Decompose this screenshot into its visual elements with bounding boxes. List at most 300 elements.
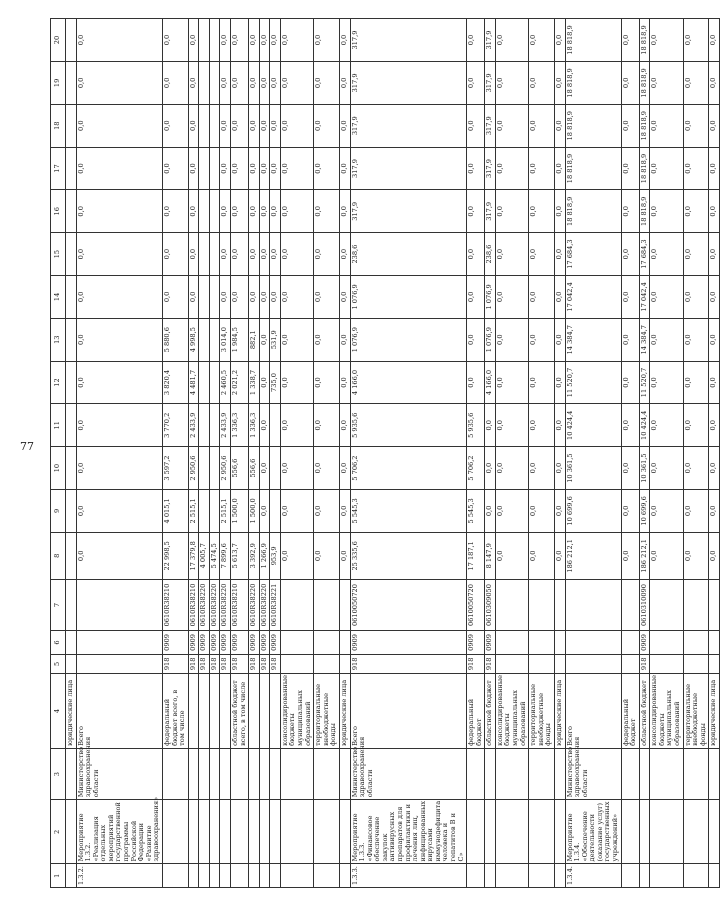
table-cell: [66, 147, 77, 190]
table-cell: 0,0: [259, 233, 270, 276]
table-cell: 0,0: [339, 190, 350, 233]
table-cell: 0,0: [230, 62, 248, 105]
table-cell: [639, 748, 650, 799]
table-cell: 0,0: [529, 447, 555, 490]
table-cell: 3 770,2: [162, 404, 188, 447]
table-cell: 0,0: [188, 19, 199, 62]
table-cell: 0,0: [76, 361, 162, 404]
table-cell: 918: [467, 654, 485, 673]
table-cell: 0,0: [259, 276, 270, 319]
table-cell: 0,0: [76, 489, 162, 532]
table-cell: [529, 631, 555, 655]
table-cell: 2 021,2: [230, 361, 248, 404]
table-row: [650, 19, 683, 888]
table-cell: 918: [199, 654, 210, 673]
table-row: [314, 19, 340, 888]
table-cell: [314, 748, 340, 799]
table-cell: 0610R38220: [259, 579, 270, 630]
table-cell: 0,0: [683, 276, 709, 319]
table-cell: [66, 62, 77, 105]
table-cell: федеральный бюджет: [467, 674, 485, 749]
column-header: 17: [51, 147, 66, 190]
table-cell: консолидированные бюджеты муниципальных образований: [280, 674, 313, 749]
column-header: 9: [51, 489, 66, 532]
table-cell: 0,0: [621, 147, 639, 190]
table-cell: 0,0: [683, 233, 709, 276]
table-cell: 0,0: [339, 532, 350, 579]
table-cell: [467, 800, 485, 864]
table-cell: 0,0: [485, 404, 496, 447]
table-cell: 0,0: [220, 19, 231, 62]
table-row: [683, 19, 709, 888]
table-cell: 0,0: [529, 190, 555, 233]
table-cell: 238,6: [350, 233, 467, 276]
table-cell: 0,0: [650, 190, 683, 233]
table-cell: 0,0: [650, 233, 683, 276]
table-cell: 0,0: [188, 62, 199, 105]
table-cell: [280, 631, 313, 655]
table-cell: 0,0: [554, 447, 565, 490]
table-cell: [683, 864, 709, 888]
column-header: 4: [51, 674, 66, 749]
table-cell: 0,0: [554, 104, 565, 147]
table-cell: 0,0: [709, 62, 720, 105]
table-cell: 317,9: [350, 19, 467, 62]
table-cell: 0,0: [280, 489, 313, 532]
table-cell: [339, 631, 350, 655]
table-cell: [249, 674, 260, 749]
table-cell: 0,0: [259, 190, 270, 233]
table-cell: 556,6: [230, 447, 248, 490]
table-cell: 0,0: [467, 62, 485, 105]
table-cell: 918: [485, 654, 496, 673]
column-header: 5: [51, 654, 66, 673]
table-cell: 0,0: [162, 147, 188, 190]
table-cell: 0,0: [554, 276, 565, 319]
table-cell: 0,0: [495, 489, 528, 532]
table-cell: 11 520,7: [565, 361, 621, 404]
table-cell: 0,0: [280, 233, 313, 276]
table-cell: 2 950,6: [220, 447, 231, 490]
column-header: 11: [51, 404, 66, 447]
table-cell: 0,0: [339, 19, 350, 62]
table-cell: 0,0: [621, 19, 639, 62]
table-cell: [209, 62, 220, 105]
table-cell: 14 384,7: [639, 318, 650, 361]
table-row: [199, 19, 210, 888]
table-cell: 0,0: [683, 62, 709, 105]
table-cell: [259, 864, 270, 888]
table-cell: [188, 800, 199, 864]
table-row: [220, 19, 231, 888]
table-cell: [565, 631, 621, 655]
table-cell: 0,0: [270, 276, 281, 319]
table-cell: [162, 864, 188, 888]
table-cell: 0,0: [554, 19, 565, 62]
table-cell: [209, 864, 220, 888]
table-cell: 0,0: [280, 19, 313, 62]
table-cell: 0610310090: [639, 579, 650, 630]
table-cell: 0,0: [220, 62, 231, 105]
table-cell: 0,0: [554, 147, 565, 190]
table-cell: 0,0: [529, 489, 555, 532]
table-cell: [199, 190, 210, 233]
table-cell: [220, 864, 231, 888]
table-row: [495, 19, 528, 888]
table-cell: [621, 800, 639, 864]
table-cell: 186 212,1: [639, 532, 650, 579]
table-cell: 5 935,6: [350, 404, 467, 447]
table-cell: 0,0: [280, 361, 313, 404]
table-row: [621, 19, 639, 888]
table-cell: 0,0: [467, 19, 485, 62]
table-cell: [529, 800, 555, 864]
table-cell: 14 384,7: [565, 318, 621, 361]
table-cell: 0,0: [314, 104, 340, 147]
table-cell: 0,0: [188, 147, 199, 190]
table-cell: [209, 104, 220, 147]
table-cell: [339, 800, 350, 864]
column-header: 10: [51, 447, 66, 490]
table-cell: [209, 276, 220, 319]
table-cell: 0,0: [467, 190, 485, 233]
table-cell: Министерство здравоохранения области: [350, 748, 467, 799]
table-cell: [199, 674, 210, 749]
table-cell: 0,0: [259, 62, 270, 105]
column-header: 8: [51, 532, 66, 579]
table-cell: [66, 489, 77, 532]
table-cell: 0909: [162, 631, 188, 655]
table-row: [188, 19, 199, 888]
table-cell: 0,0: [76, 318, 162, 361]
table-cell: [209, 748, 220, 799]
table-cell: [709, 800, 720, 864]
table-cell: [66, 104, 77, 147]
table-cell: [66, 579, 77, 630]
table-cell: 0,0: [259, 447, 270, 490]
table-cell: [209, 674, 220, 749]
table-cell: 2 433,9: [188, 404, 199, 447]
table-cell: 0,0: [230, 233, 248, 276]
table-cell: [249, 748, 260, 799]
table-cell: 3 597,2: [162, 447, 188, 490]
table-cell: Всего: [350, 674, 467, 749]
table-cell: 918: [270, 654, 281, 673]
table-cell: 0,0: [529, 19, 555, 62]
table-cell: 918: [209, 654, 220, 673]
table-cell: 0610050720: [350, 579, 467, 630]
table-cell: 0,0: [220, 276, 231, 319]
table-cell: 0,0: [621, 104, 639, 147]
column-header: 18: [51, 104, 66, 147]
table-cell: 0,0: [683, 190, 709, 233]
table-cell: 0,0: [339, 489, 350, 532]
table-cell: 4 015,1: [162, 489, 188, 532]
table-cell: [495, 748, 528, 799]
table-cell: [554, 800, 565, 864]
table-cell: 0,0: [259, 404, 270, 447]
table-cell: 0,0: [339, 404, 350, 447]
table-cell: 0,0: [495, 447, 528, 490]
table-cell: 1.3.4.: [565, 864, 621, 888]
table-cell: [683, 631, 709, 655]
table-cell: 0,0: [709, 19, 720, 62]
table-cell: 0,0: [621, 532, 639, 579]
table-cell: [66, 748, 77, 799]
table-cell: [76, 579, 162, 630]
table-cell: [249, 864, 260, 888]
table-cell: 0,0: [621, 62, 639, 105]
table-cell: Мероприятие 1.3.4. «Обеспечение деятельности (оказание услуг) государственных учреждений»: [565, 800, 621, 864]
table-cell: 0,0: [230, 19, 248, 62]
table-cell: юридические лица: [339, 674, 350, 749]
table-cell: [199, 104, 210, 147]
table-cell: 0,0: [467, 318, 485, 361]
table-cell: [66, 631, 77, 655]
table-cell: 2 515,1: [220, 489, 231, 532]
table-cell: 1 500,0: [230, 489, 248, 532]
table-cell: 22 998,5: [162, 532, 188, 579]
table-cell: 0610R38221: [270, 579, 281, 630]
table-cell: [529, 864, 555, 888]
table-cell: 10 424,4: [639, 404, 650, 447]
table-cell: [554, 748, 565, 799]
table-cell: 0610R38220: [209, 579, 220, 630]
table-cell: [270, 404, 281, 447]
table-cell: [529, 579, 555, 630]
table-cell: [270, 800, 281, 864]
table-cell: 317,9: [485, 147, 496, 190]
table-cell: 0,0: [485, 489, 496, 532]
table-cell: 0,0: [683, 318, 709, 361]
table-body: [66, 19, 720, 888]
table-cell: 0,0: [249, 276, 260, 319]
table-cell: 0,0: [162, 62, 188, 105]
table-cell: [270, 864, 281, 888]
table-cell: [650, 654, 683, 673]
table-cell: 953,9: [270, 532, 281, 579]
column-header: 1: [51, 864, 66, 888]
table-cell: федеральный бюджет всего, в том числе: [162, 674, 188, 749]
table-cell: 0,0: [339, 233, 350, 276]
table-cell: 0,0: [709, 233, 720, 276]
table-cell: 5 880,6: [162, 318, 188, 361]
table-cell: [199, 233, 210, 276]
table-cell: [199, 147, 210, 190]
table-row: [280, 19, 313, 888]
table-cell: [565, 654, 621, 673]
table-cell: 4 998,5: [188, 318, 199, 361]
column-header: 12: [51, 361, 66, 404]
table-cell: [199, 19, 210, 62]
table-cell: 2 515,1: [188, 489, 199, 532]
table-cell: [639, 800, 650, 864]
table-cell: 0610R38210: [162, 579, 188, 630]
table-cell: [621, 864, 639, 888]
table-cell: консолидированные бюджеты муниципальных образований: [495, 674, 528, 749]
table-cell: 0,0: [314, 318, 340, 361]
table-cell: 1 076,9: [485, 318, 496, 361]
table-cell: [270, 748, 281, 799]
table-row: [554, 19, 565, 888]
table-cell: [280, 579, 313, 630]
table-cell: 0,0: [495, 147, 528, 190]
table-cell: [199, 361, 210, 404]
table-cell: 0,0: [650, 489, 683, 532]
table-cell: [314, 631, 340, 655]
table-cell: [199, 318, 210, 361]
table-cell: 0,0: [650, 361, 683, 404]
table-cell: 0,0: [339, 104, 350, 147]
table-cell: [683, 579, 709, 630]
table-cell: [209, 800, 220, 864]
table-cell: [66, 654, 77, 673]
table-cell: [683, 748, 709, 799]
table-cell: 918: [188, 654, 199, 673]
table-cell: 0,0: [683, 19, 709, 62]
table-cell: 0,0: [314, 19, 340, 62]
table-cell: Министерство здравоохранения области: [565, 748, 621, 799]
table-cell: [485, 748, 496, 799]
table-cell: [314, 579, 340, 630]
table-cell: [76, 654, 162, 673]
table-cell: 0,0: [280, 404, 313, 447]
table-cell: 0,0: [339, 62, 350, 105]
table-cell: [683, 654, 709, 673]
table-cell: 0,0: [249, 62, 260, 105]
table-row: [249, 19, 260, 888]
table-cell: [199, 276, 210, 319]
table-cell: 0,0: [280, 62, 313, 105]
table-cell: 0,0: [554, 532, 565, 579]
table-cell: [709, 748, 720, 799]
table-cell: 10 361,5: [639, 447, 650, 490]
table-cell: 18 818,9: [565, 62, 621, 105]
table-cell: Всего: [76, 674, 162, 749]
table-cell: [314, 800, 340, 864]
table-cell: [199, 404, 210, 447]
table-cell: 0,0: [270, 104, 281, 147]
table-cell: 0,0: [529, 147, 555, 190]
table-cell: [495, 654, 528, 673]
table-cell: [467, 864, 485, 888]
table-cell: 0,0: [621, 489, 639, 532]
table-cell: [220, 748, 231, 799]
table-row: [162, 19, 188, 888]
table-cell: 0,0: [467, 233, 485, 276]
table-cell: [621, 748, 639, 799]
table-cell: 0,0: [495, 62, 528, 105]
table-cell: 0,0: [683, 147, 709, 190]
table-cell: 18 818,9: [565, 104, 621, 147]
table-cell: [66, 361, 77, 404]
table-cell: 0,0: [280, 318, 313, 361]
table-cell: 0,0: [339, 361, 350, 404]
table-cell: 918: [230, 654, 248, 673]
column-header: 16: [51, 190, 66, 233]
table-cell: 0,0: [314, 532, 340, 579]
table-cell: 0,0: [280, 532, 313, 579]
table-cell: 0,0: [495, 361, 528, 404]
table-cell: 0,0: [259, 19, 270, 62]
column-header: 19: [51, 62, 66, 105]
table-cell: [709, 579, 720, 630]
table-cell: 0,0: [339, 318, 350, 361]
table-cell: 0,0: [683, 447, 709, 490]
table-cell: 0,0: [220, 233, 231, 276]
table-cell: 0,0: [650, 147, 683, 190]
table-cell: 0,0: [529, 532, 555, 579]
table-cell: 0,0: [495, 532, 528, 579]
table-cell: 0,0: [76, 190, 162, 233]
table-cell: 317,9: [485, 62, 496, 105]
table-cell: областной бюджет всего, в том числе: [230, 674, 248, 749]
table-cell: [66, 800, 77, 864]
table-cell: 238,6: [485, 233, 496, 276]
column-header: 7: [51, 579, 66, 630]
table-cell: 1.3.3.: [350, 864, 467, 888]
table-cell: областной бюджет: [639, 674, 650, 749]
table-cell: 0,0: [270, 147, 281, 190]
table-cell: 18 818,9: [639, 190, 650, 233]
table-cell: [188, 864, 199, 888]
column-header: 13: [51, 318, 66, 361]
table-cell: [650, 748, 683, 799]
table-cell: Мероприятие 1.3.3. «Финансовое обеспечение закупок антивирусных препаратов для профилактики и лечения лиц, инфицированных вирусами иммунодефицита человека и гепатитов В и С»: [350, 800, 467, 864]
table-cell: 186 212,1: [565, 532, 621, 579]
table-cell: 0610309050: [485, 579, 496, 630]
table-cell: 918: [220, 654, 231, 673]
table-cell: [554, 864, 565, 888]
table-cell: 1 076,9: [350, 276, 467, 319]
table-cell: [529, 654, 555, 673]
table-cell: [209, 318, 220, 361]
table-cell: 0,0: [467, 361, 485, 404]
table-cell: 17 187,1: [467, 532, 485, 579]
table-cell: 0,0: [220, 190, 231, 233]
table-cell: [209, 190, 220, 233]
table-row: [270, 19, 281, 888]
table-cell: [209, 404, 220, 447]
table-cell: 0,0: [280, 447, 313, 490]
table-cell: 0,0: [162, 19, 188, 62]
table-cell: федеральный бюджет: [621, 674, 639, 749]
table-cell: 0,0: [259, 361, 270, 404]
table-cell: 0,0: [621, 276, 639, 319]
table-cell: 25 335,6: [350, 532, 467, 579]
table-cell: 0,0: [280, 147, 313, 190]
table-cell: [259, 674, 270, 749]
table-cell: 3 392,9: [249, 532, 260, 579]
table-cell: 0909: [350, 631, 467, 655]
table-cell: 1 338,7: [249, 361, 260, 404]
table-row: [467, 19, 485, 888]
table-cell: 0909: [188, 631, 199, 655]
table-cell: 0610R38220: [199, 579, 210, 630]
column-header: 14: [51, 276, 66, 319]
table-cell: 5 706,2: [350, 447, 467, 490]
table-cell: 0,0: [188, 233, 199, 276]
table-cell: 0,0: [188, 190, 199, 233]
column-header: 3: [51, 748, 66, 799]
table-cell: [66, 447, 77, 490]
table-cell: [314, 654, 340, 673]
table-cell: 0909: [220, 631, 231, 655]
table-cell: [66, 276, 77, 319]
table-cell: 0,0: [188, 104, 199, 147]
table-cell: 3 014,0: [220, 318, 231, 361]
table-cell: 17 684,3: [639, 233, 650, 276]
